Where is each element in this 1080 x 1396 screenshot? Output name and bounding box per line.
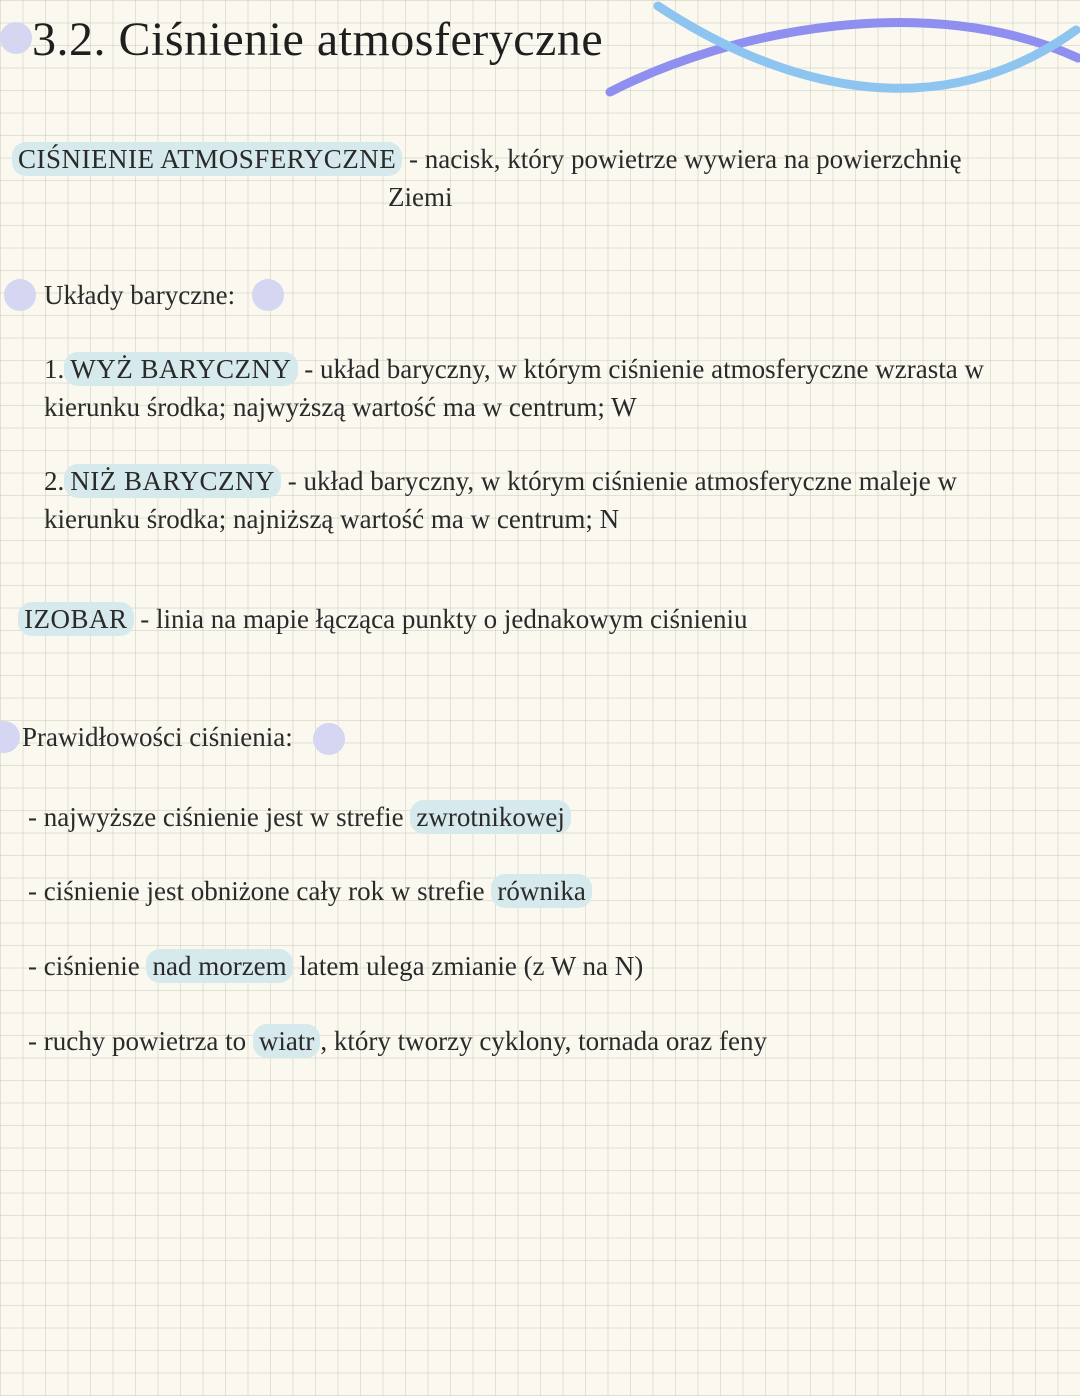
regularity-item-2 xyxy=(28,873,592,910)
regularity-2-before: - ciśnienie jest obniżone cały rok w strefie xyxy=(28,876,492,906)
regularity-4-before: - ruchy powietrza to xyxy=(28,1026,253,1056)
definition-line-2: Ziemi xyxy=(388,182,453,212)
regularity-3-after: latem ulega zmianie (z W na N) xyxy=(292,951,644,981)
regularity-1-before: - najwyższe ciśnienie jest w strefie xyxy=(28,802,411,832)
definition-text: - nacisk, który powietrze wywiera na powierzchnię xyxy=(402,144,962,174)
system-2-line-2: kierunku środka; najniższą wartość ma w centrum; N xyxy=(44,504,620,534)
regularity-2-highlight: równika xyxy=(491,874,591,908)
page-title: 3.2. Ciśnienie atmosferyczne xyxy=(32,13,604,66)
regularities-dot-left xyxy=(0,721,20,753)
definition-term: CIŚNIENIE ATMOSFERYCZNE xyxy=(12,142,402,176)
systems-dot-right xyxy=(252,279,284,311)
blue-wave xyxy=(658,6,1076,88)
title-dot xyxy=(0,22,32,54)
isobar-line xyxy=(18,601,748,638)
regularity-item-3 xyxy=(28,948,643,985)
system-1-line-1 xyxy=(44,351,984,388)
system-1-text: - układ baryczny, w którym ciśnienie atmosferyczne wzrasta w xyxy=(297,354,984,384)
isobar-text: - linia na mapie łącząca punkty o jednakowym ciśnieniu xyxy=(133,604,748,634)
regularity-1-highlight: zwrotnikowej xyxy=(410,800,570,834)
system-2-line-1 xyxy=(44,463,957,500)
regularities-dot-right xyxy=(313,723,345,755)
regularity-item-1 xyxy=(28,799,571,836)
systems-dot-left xyxy=(4,279,36,311)
systems-heading: Układy baryczne: xyxy=(44,280,236,310)
regularity-3-before: - ciśnienie xyxy=(28,951,147,981)
definition-line-1 xyxy=(12,141,962,178)
system-1-number: 1. xyxy=(44,354,65,384)
isobar-term: IZOBAR xyxy=(18,602,134,636)
system-2-number: 2. xyxy=(44,466,65,496)
regularity-3-highlight: nad morzem xyxy=(146,949,292,983)
decorative-waves xyxy=(600,0,1080,110)
regularity-4-highlight: wiatr xyxy=(253,1024,320,1058)
system-1-term: WYŻ BARYCZNY xyxy=(64,352,297,386)
system-2-text: - układ baryczny, w którym ciśnienie atmosferyczne maleje w xyxy=(281,466,958,496)
regularity-4-after: , który tworzy cyklony, tornada oraz feny xyxy=(320,1026,768,1056)
system-1-line-2: kierunku środka; najwyższą wartość ma w centrum; W xyxy=(44,392,637,422)
regularity-item-4 xyxy=(28,1023,767,1060)
system-2-term: NIŻ BARYCZNY xyxy=(64,464,281,498)
regularities-heading: Prawidłowości ciśnienia: xyxy=(22,722,293,752)
